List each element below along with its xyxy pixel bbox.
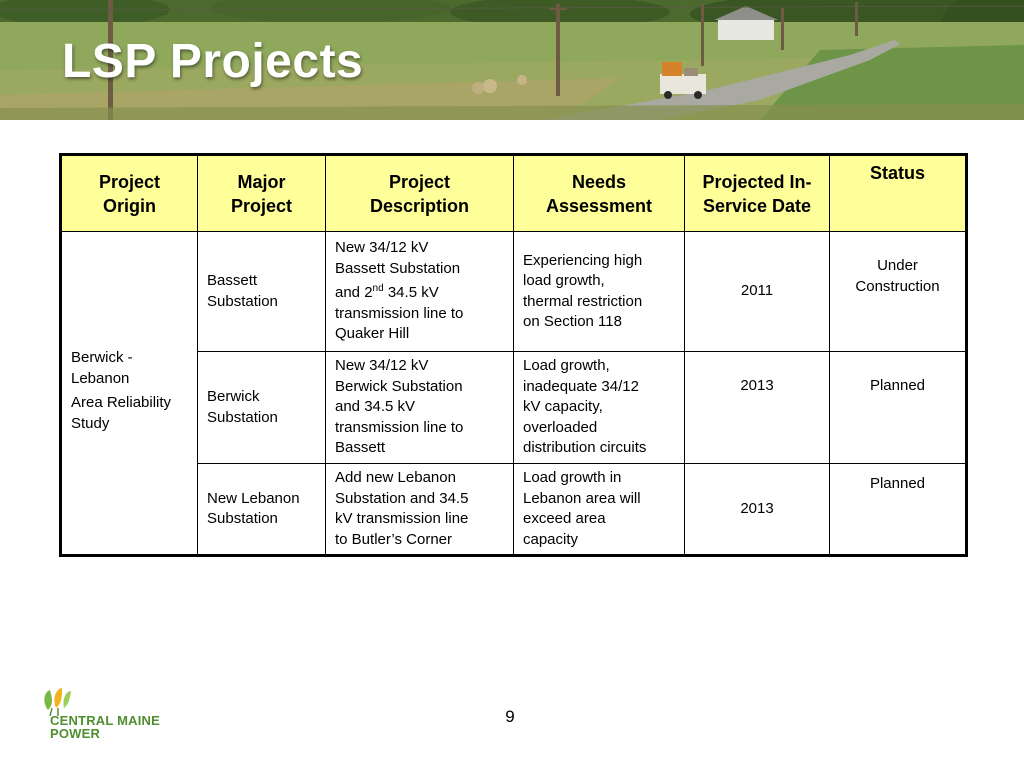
slide-title: LSP Projects	[62, 35, 364, 88]
in-service-date-cell: 2011	[685, 232, 830, 352]
header-major-project: Major Project	[198, 155, 326, 232]
in-service-date-cell: 2013	[685, 352, 830, 464]
description-cell: New 34/12 kV Bassett Substation and 2nd 34.5 kV transmission line to Quaker Hill	[326, 232, 514, 352]
major-project-cell: Berwick Substation	[198, 352, 326, 464]
header-in-service-date: Projected In- Service Date	[685, 155, 830, 232]
company-logo-text: CENTRAL MAINE POWER	[50, 713, 160, 741]
table-row	[61, 232, 967, 352]
status-cell: Under Construction	[830, 232, 967, 352]
header-needs-assessment: Needs Assessment	[514, 155, 685, 232]
description-cell: New 34/12 kV Berwick Substation and 34.5 kV transmission line to Bassett	[326, 352, 514, 464]
header-status: Status	[830, 155, 967, 232]
description-cell: Add new Lebanon Substation and 34.5 kV transmission line to Butler’s Corner	[326, 464, 514, 556]
needs-assessment-cell: Load growth, inadequate 34/12 kV capacity, overloaded distribution circuits	[514, 352, 685, 464]
needs-assessment-cell: Experiencing high load growth, thermal restriction on Section 118	[514, 232, 685, 352]
needs-assessment-cell: Load growth in Lebanon area will exceed area capacity	[514, 464, 685, 556]
page-number: 9	[505, 707, 515, 726]
header-row	[61, 155, 967, 232]
major-project-cell: New Lebanon Substation	[198, 464, 326, 556]
header-project-origin: Project Origin	[61, 155, 198, 232]
major-project-cell: Bassett Substation	[198, 232, 326, 352]
in-service-date-cell: 2013	[685, 464, 830, 556]
header-project-description: Project Description	[326, 155, 514, 232]
project-origin-cell: Berwick - Lebanon Area Reliability Study	[61, 232, 198, 556]
header-banner	[0, 0, 1024, 120]
status-cell: Planned	[830, 352, 967, 464]
lsp-projects-table	[59, 153, 968, 557]
status-cell: Planned	[830, 464, 967, 556]
